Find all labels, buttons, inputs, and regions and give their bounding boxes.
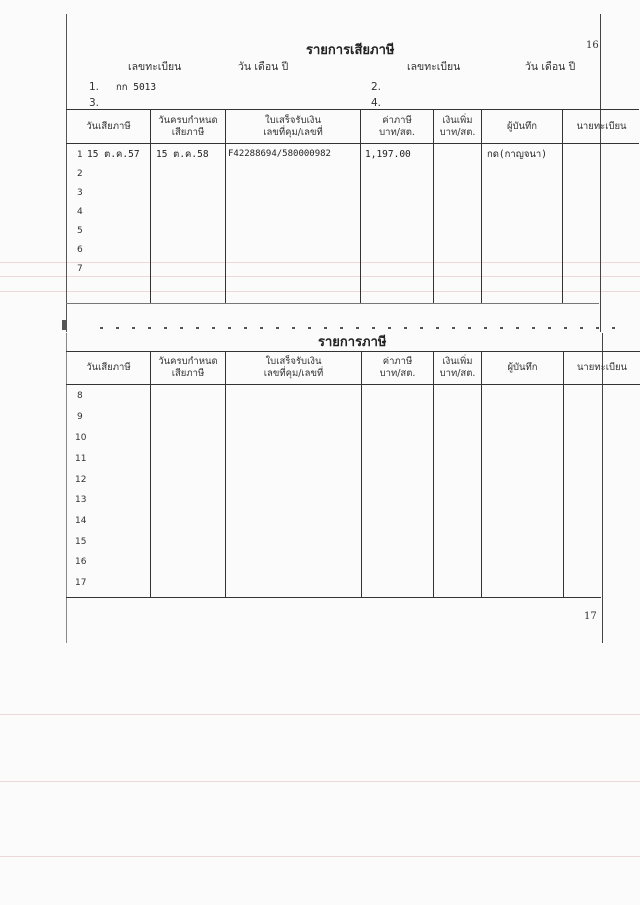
scan-artifact-line	[0, 714, 640, 715]
page-separator-dashes	[100, 327, 625, 329]
row-number: 17	[75, 578, 87, 588]
bottom-form-title: รายการภาษี	[318, 335, 387, 350]
row-number: 12	[75, 475, 87, 485]
date-label-left: วัน เดือน ปี	[238, 61, 289, 73]
col-receipt-header: ใบเสร็จรับเงิน เลขที่คุม/เลขที่	[263, 356, 324, 379]
entry-receipt: F42288694/580000982	[228, 149, 331, 159]
plate-number-label: 1.	[89, 81, 100, 93]
plate-number-label: 4.	[371, 97, 382, 109]
row-number: 2	[77, 169, 83, 179]
col-registrar-header: นายทะเบียน	[576, 120, 627, 132]
top-page-number: 16	[586, 40, 599, 51]
row-number: 1	[77, 150, 83, 160]
col-receipt-header: ใบเสร็จรับเงิน เลขที่คุม/เลขที่	[263, 114, 323, 138]
col-due-date-header: วันครบกำหนด เสียภาษี	[158, 356, 218, 379]
col-due-date-header: วันครบกำหนด เสียภาษี	[158, 114, 218, 138]
col-tax-date-header: วันเสียภาษี	[86, 120, 131, 132]
date-label-right: วัน เดือน ปี	[525, 61, 576, 73]
row-number: 10	[75, 433, 87, 443]
plate-number-label: 2.	[371, 81, 382, 93]
plate-number-label: 3.	[89, 97, 100, 109]
row-number: 7	[77, 264, 83, 274]
row-number: 15	[75, 537, 87, 547]
col-tax-amount-header: ค่าภาษี บาท/สต.	[379, 356, 416, 379]
col-recorder-header: ผู้บันทึก	[507, 362, 538, 374]
row-number: 14	[75, 516, 87, 526]
top-form-title: รายการเสียภาษี	[306, 43, 395, 58]
row-number: 11	[75, 454, 87, 464]
entry-due-date: 15 ต.ค.58	[156, 149, 209, 160]
entry-recorder: กด(กาญจนา)	[487, 149, 547, 160]
entry-tax-date: 15 ต.ค.57	[87, 149, 140, 160]
entry-tax-amount: 1,197.00	[365, 149, 411, 160]
scan-artifact-line	[0, 856, 640, 857]
plate-value: กก 5013	[116, 82, 157, 93]
scan-artifact-line	[0, 781, 640, 782]
reg-label-right: เลขทะเบียน	[407, 61, 461, 73]
row-number: 8	[77, 391, 83, 401]
row-number: 16	[75, 557, 87, 567]
row-number: 6	[77, 245, 83, 255]
row-number: 5	[77, 226, 83, 236]
bottom-page-number: 17	[584, 611, 597, 622]
col-recorder-header: ผู้บันทึก	[506, 120, 538, 132]
col-tax-amount-header: ค่าภาษี บาท/สต.	[379, 114, 415, 138]
page-separator-line	[62, 320, 66, 330]
col-surcharge-header: เงินเพิ่ม บาท/สต.	[439, 356, 476, 379]
row-number: 13	[75, 495, 87, 505]
row-number: 9	[77, 412, 83, 422]
col-surcharge-header: เงินเพิ่ม บาท/สต.	[439, 114, 476, 138]
row-number: 4	[77, 207, 83, 217]
col-tax-date-header: วันเสียภาษี	[86, 362, 131, 374]
col-registrar-header: นายทะเบียน	[576, 362, 628, 374]
row-number: 3	[77, 188, 83, 198]
reg-label-left: เลขทะเบียน	[128, 61, 182, 73]
